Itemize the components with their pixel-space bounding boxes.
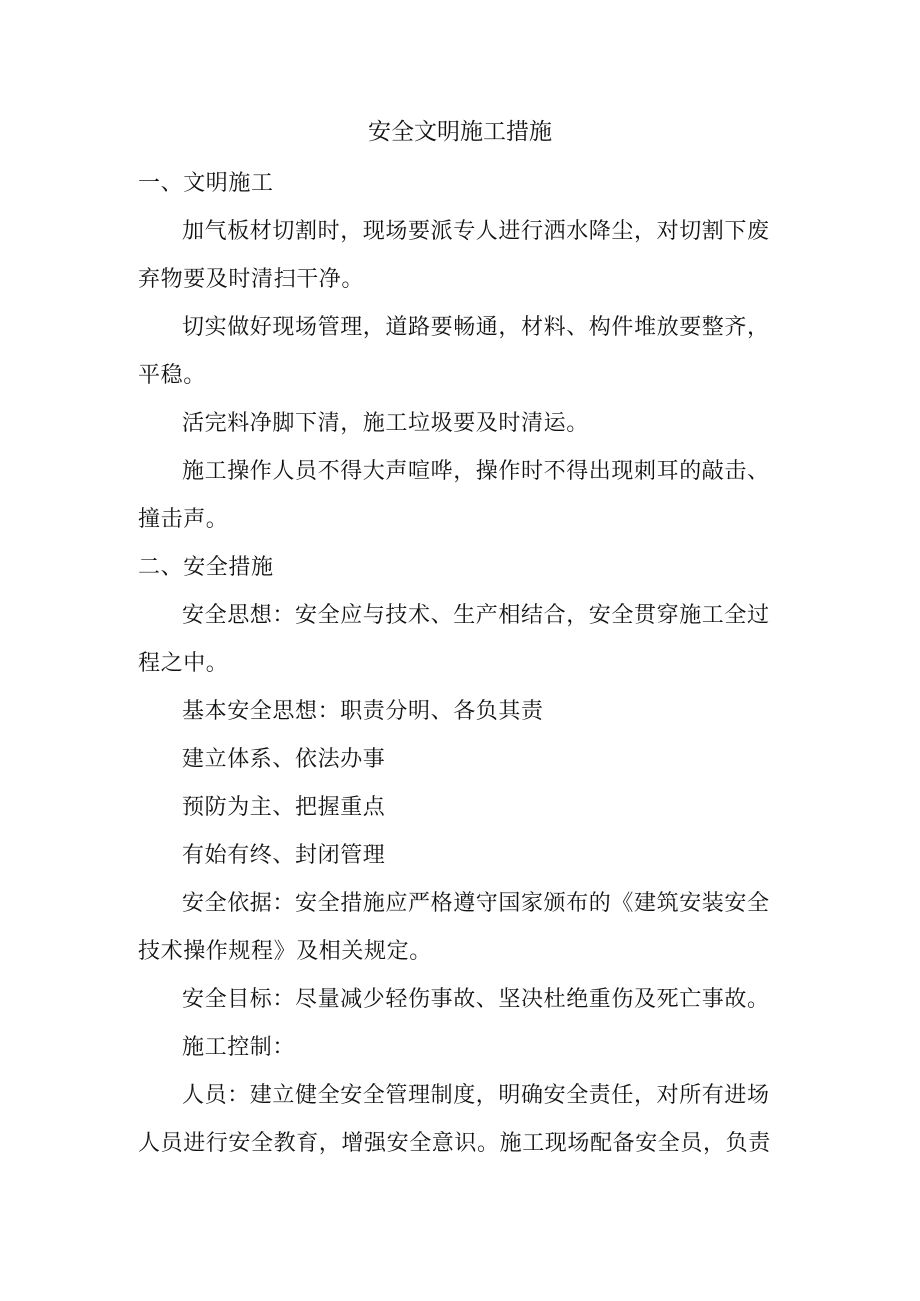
section-heading: 一、文明施工 [138,171,274,196]
paragraph: 施工控制： [182,1035,296,1060]
paragraph: 安全依据：安全措施应严格遵守国家颁布的《建筑安装安全技术操作规程》及相关规定。 [138,891,770,964]
paragraph: 人员：建立健全安全管理制度，明确安全责任，对所有进场人员进行安全教育，增强安全意识。施工现场配备安全员，负责 [138,1083,771,1156]
list-item: 预防为主、把握重点 [182,795,386,820]
paragraph: 加气板材切割时，现场要派专人进行洒水降尘，对切割下废弃物要及时清扫干净。 [138,219,770,292]
paragraph: 安全目标：尽量减少轻伤事故、坚决杜绝重伤及死亡事故。 [182,987,770,1012]
section-heading: 二、安全措施 [138,555,274,580]
list-item: 基本安全思想：职责分明、各负其责 [182,699,544,724]
paragraph: 活完料净脚下清，施工垃圾要及时清运。 [182,411,589,436]
list-item: 建立体系、依法办事 [182,747,386,772]
paragraph: 切实做好现场管理，道路要畅通，材料、构件堆放要整齐，平稳。 [138,315,770,388]
paragraph: 施工操作人员不得大声喧哗，操作时不得出现刺耳的敲击、撞击声。 [138,459,770,532]
document-title: 安全文明施工措施 [368,119,552,145]
list-item: 有始有终、封闭管理 [182,843,386,868]
document-body [138,160,790,1168]
paragraph: 安全思想：安全应与技术、生产相结合，安全贯穿施工全过程之中。 [138,603,770,676]
